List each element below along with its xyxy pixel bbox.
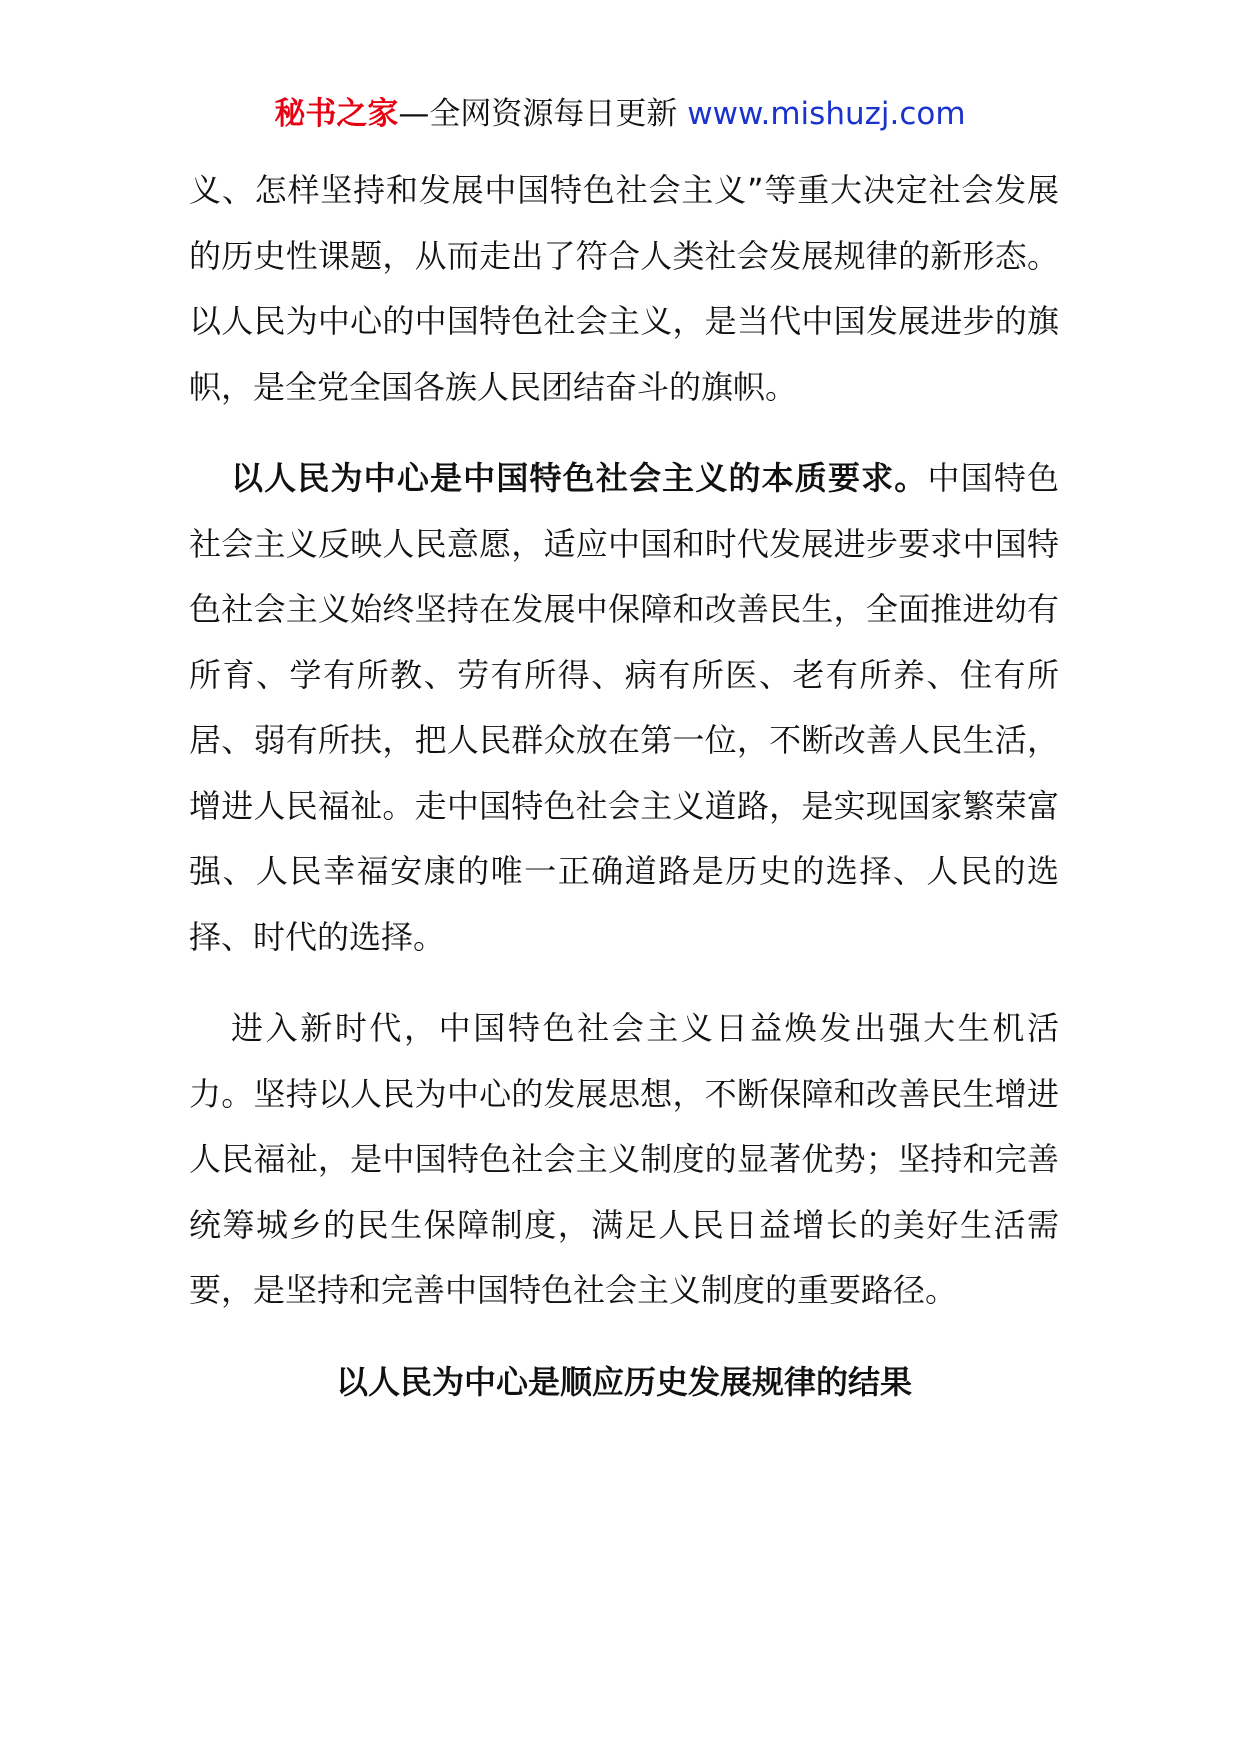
header-tagline: —全网资源每日更新 — [398, 96, 678, 132]
site-header — [0, 92, 1240, 136]
paragraph-text: 中国特色社会主义反映人民意愿，适应中国和时代发展进步要求中国特色社会主义始终坚持在发展中保障和改善民生，全面推进幼有所育、学有所教、劳有所得、病有所医、老有所养、住有所居、弱有所扶，把人民群众放在第一位，不断改善人民生活，增进人民福祉。走中国特色社会主义道路，是实现国家繁荣富强、人民幸福安康的唯一正确道路是历史的选择、人民的选择、时代的选择。 — [189, 459, 1059, 956]
site-url-link[interactable]: www.mishuzj.com — [687, 96, 966, 132]
paragraph-new-era — [189, 996, 1059, 1324]
paragraph-continuation — [189, 158, 1059, 420]
paragraph-text: 义、怎样坚持和发展中国特色社会主义”等重大决定社会发展的历史性课题，从而走出了符合人类社会发展规律的新形态。以人民为中心的中国特色社会主义，是当代中国发展进步的旗帜，是全党全国各族人民团结奋斗的旗帜。 — [189, 171, 1059, 406]
document-body — [189, 158, 1059, 1415]
paragraph-text: 进入新时代，中国特色社会主义日益焕发出强大生机活力。坚持以人民为中心的发展思想，不断保障和改善民生增进人民福祉，是中国特色社会主义制度的显著优势；坚持和完善统筹城乡的民生保障制度，满足人民日益增长的美好生活需要，是坚持和完善中国特色社会主义制度的重要路径。 — [189, 1009, 1059, 1309]
paragraph-lead: 以人民为中心是中国特色社会主义的本质要求。 — [231, 459, 928, 497]
section-heading: 以人民为中心是顺应历史发展规律的结果 — [335, 1362, 912, 1401]
brand-name: 秘书之家 — [274, 96, 399, 132]
paragraph-essence — [189, 446, 1059, 970]
